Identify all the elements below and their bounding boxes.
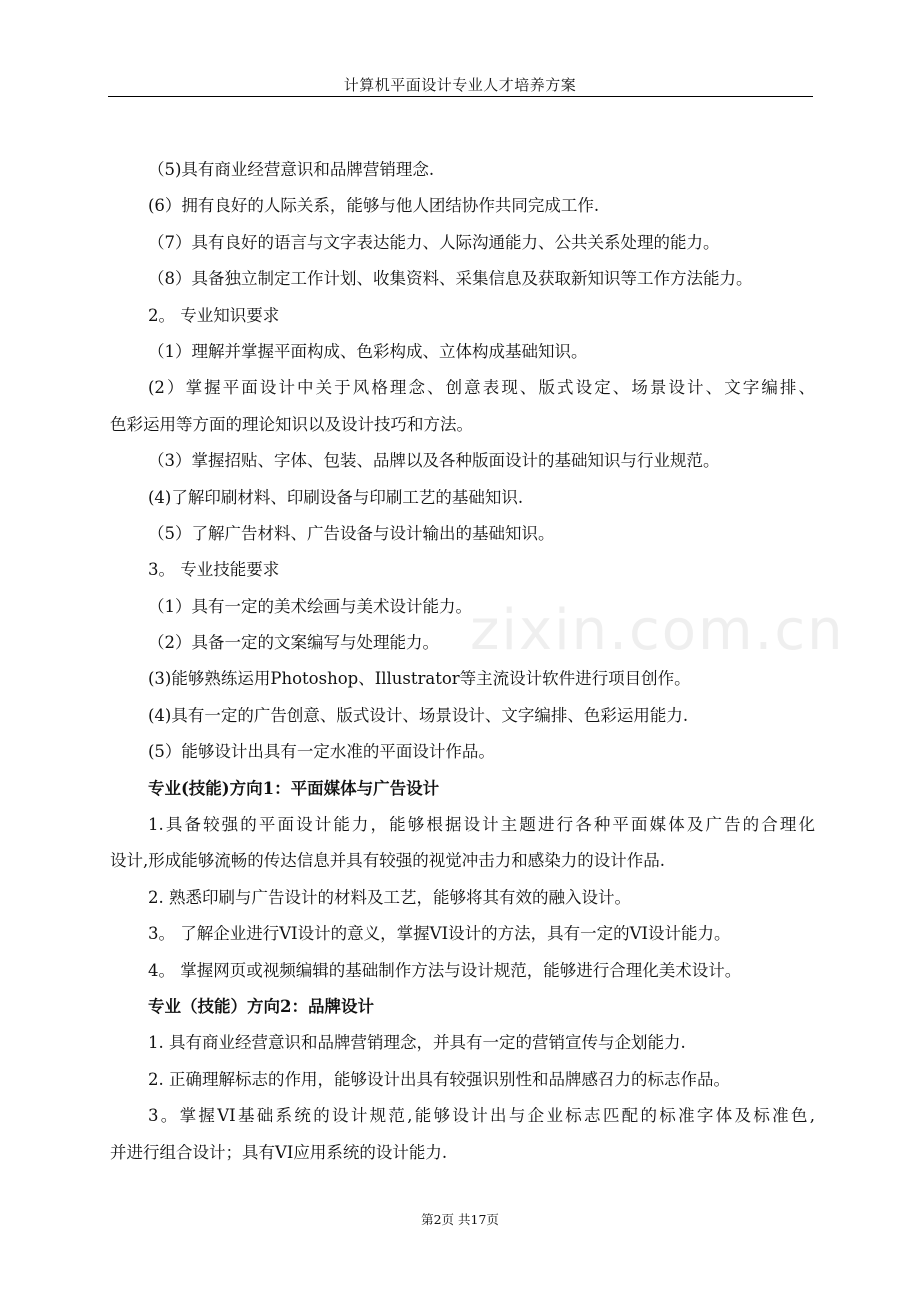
section-heading: 3。 专业技能要求: [148, 560, 280, 580]
watermark: zixin.com.cn: [470, 598, 845, 663]
text-line: 色彩运用等方面的理论知识以及设计技巧和方法。: [110, 414, 473, 434]
text-line: 2. 正确理解标志的作用，能够设计出具有较强识别性和品牌感召力的标志作品。: [148, 1069, 730, 1089]
text-line: 3。 了解企业进行VI设计的意义，掌握VI设计的方法，具有一定的VI设计能力。: [148, 924, 731, 944]
text-line: (4)了解印刷材料、印刷设备与印刷工艺的基础知识.: [148, 487, 524, 507]
text-line: 4。 掌握网页或视频编辑的基础制作方法与设计规范，能够进行合理化美术设计。: [148, 960, 742, 980]
text-line: (3)能够熟练运用Photoshop、Illustrator等主流设计软件进行项目创作。: [148, 669, 691, 689]
text-line: 3。掌握VI基础系统的设计规范,能够设计出与企业标志匹配的标准字体及标准色,: [148, 1106, 815, 1126]
text-line: (5）能够设计出具有一定水准的平面设计作品。: [148, 742, 495, 762]
text-line: 2. 熟悉印刷与广告设计的材料及工艺，能够将其有效的融入设计。: [148, 887, 631, 907]
text-line: （8）具备独立制定工作计划、收集资料、采集信息及获取新知识等工作方法能力。: [148, 269, 753, 289]
section-heading: 2。 专业知识要求: [148, 305, 280, 325]
text-line: （3）掌握招贴、字体、包装、品牌以及各种版面设计的基础知识与行业规范。: [148, 451, 720, 471]
text-line: 1. 具有商业经营意识和品牌营销理念，并具有一定的营销宣传与企划能力.: [148, 1033, 686, 1053]
text-line: （1）具有一定的美术绘画与美术设计能力。: [148, 596, 472, 616]
text-line: （7）具有良好的语言与文字表达能力、人际沟通能力、公共关系处理的能力。: [148, 232, 720, 252]
text-line: (2）掌握平面设计中关于风格理念、创意表现、版式设定、场景设计、文字编排、: [148, 378, 815, 398]
document-body: [110, 152, 815, 1171]
text-line: （2）具备一定的文案编写与处理能力。: [148, 633, 439, 653]
text-line: （5)具有商业经营意识和品牌营销理念.: [148, 160, 435, 179]
text-line: （1）理解并掌握平面构成、色彩构成、立体构成基础知识。: [148, 341, 588, 361]
direction-heading: 专业（技能）方向2：品牌设计: [148, 996, 374, 1016]
text-line: 设计,形成能够流畅的传达信息并具有较强的视觉冲击力和感染力的设计作品.: [110, 851, 665, 871]
direction-heading: 专业(技能)方向1：平面媒体与广告设计: [148, 778, 440, 798]
text-line: 1.具备较强的平面设计能力，能够根据设计主题进行各种平面媒体及广告的合理化: [148, 815, 815, 835]
page-header-title: 计算机平面设计专业人才培养方案: [343, 76, 577, 94]
text-line: (6）拥有良好的人际关系，能够与他人团结协作共同完成工作.: [148, 196, 600, 216]
text-line: (4)具有一定的广告创意、版式设计、场景设计、文字编排、色彩运用能力.: [148, 705, 689, 725]
text-line: 并进行组合设计；具有VI应用系统的设计能力.: [110, 1142, 448, 1162]
text-line: （5）了解广告材料、广告设备与设计输出的基础知识。: [148, 523, 555, 543]
header-divider: [108, 96, 813, 97]
page-number: 第2页 共17页: [421, 1212, 499, 1227]
